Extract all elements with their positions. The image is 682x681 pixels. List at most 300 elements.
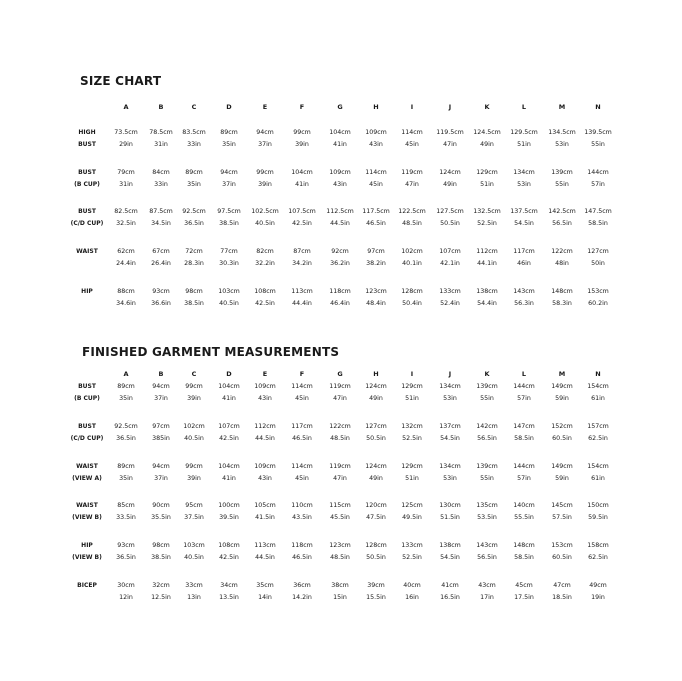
cm-value: 107cm (218, 423, 240, 430)
cm-value: 98cm (152, 542, 170, 549)
in-value: 41in (295, 181, 309, 188)
in-value: 60.2in (588, 300, 608, 307)
row-label: WAIST (76, 248, 98, 255)
in-value: 53in (443, 395, 457, 402)
finished-garment-title: FINISHED GARMENT MEASUREMENTS (82, 345, 340, 359)
in-value: 49in (480, 141, 494, 148)
in-value: 43in (258, 395, 272, 402)
in-value: 37in (258, 141, 272, 148)
cm-value: 149cm (551, 463, 573, 470)
cm-value: 137.5cm (510, 208, 538, 215)
in-value: 54.5in (440, 435, 460, 442)
cm-value: 139cm (551, 169, 573, 176)
size-header: M (558, 103, 566, 111)
cm-value: 77cm (220, 248, 238, 255)
row-label: BUST (78, 423, 96, 430)
cm-value: 102.5cm (251, 208, 279, 215)
cm-value: 117cm (513, 248, 535, 255)
size-header: N (595, 103, 601, 111)
cm-value: 112cm (476, 248, 498, 255)
cm-value: 83.5cm (182, 129, 206, 136)
in-value: 32.5in (116, 220, 136, 227)
cm-value: 153cm (551, 542, 573, 549)
in-value: 45.5in (330, 514, 350, 521)
cm-value: 89cm (185, 169, 203, 176)
in-value: 44.5in (255, 554, 275, 561)
cm-value: 119cm (401, 169, 423, 176)
cm-value: 104cm (291, 169, 313, 176)
size-header: L (521, 370, 527, 378)
cm-value: 144cm (513, 463, 535, 470)
cm-value: 139.5cm (584, 129, 612, 136)
cm-value: 94cm (256, 129, 274, 136)
in-value: 43in (333, 181, 347, 188)
size-header: D (226, 370, 232, 378)
in-value: 17in (480, 594, 494, 601)
in-value: 46.5in (292, 554, 312, 561)
in-value: 59in (555, 395, 569, 402)
cm-value: 148cm (551, 288, 573, 295)
cm-value: 145cm (551, 502, 573, 509)
size-header: B (158, 103, 164, 111)
in-value: 46in (517, 260, 531, 267)
cm-value: 129cm (401, 463, 423, 470)
cm-value: 109cm (254, 463, 276, 470)
size-header: C (191, 370, 197, 378)
in-value: 45in (405, 141, 419, 148)
row-label: WAIST (76, 502, 98, 509)
in-value: 36.5in (116, 435, 136, 442)
in-value: 385in (152, 435, 170, 442)
cm-value: 134cm (439, 463, 461, 470)
cm-value: 150cm (587, 502, 609, 509)
cm-value: 149cm (551, 383, 573, 390)
in-value: 39in (187, 475, 201, 482)
cm-value: 127.5cm (436, 208, 464, 215)
row-label: BICEP (77, 582, 97, 589)
cm-value: 127cm (365, 423, 387, 430)
in-value: 37in (222, 181, 236, 188)
in-value: 16.5in (440, 594, 460, 601)
cm-value: 97.5cm (217, 208, 241, 215)
in-value: 50.5in (440, 220, 460, 227)
size-header: F (299, 103, 305, 111)
in-value: 47in (333, 395, 347, 402)
row-label: BUST (78, 383, 96, 390)
cm-value: 134cm (513, 169, 535, 176)
in-value: 55.5in (514, 514, 534, 521)
in-value: 48.5in (330, 435, 350, 442)
cm-value: 137cm (439, 423, 461, 430)
in-value: 40.5in (219, 300, 239, 307)
in-value: 59.5in (588, 514, 608, 521)
cm-value: 138cm (439, 542, 461, 549)
size-header: D (226, 103, 232, 111)
row-label: HIGH (78, 129, 96, 136)
in-value: 39in (258, 181, 272, 188)
cm-value: 109cm (329, 169, 351, 176)
in-value: 55in (480, 475, 494, 482)
in-value: 14in (258, 594, 272, 601)
in-value: 52.4in (440, 300, 460, 307)
size-header: G (337, 370, 343, 378)
in-value: 38.5in (184, 300, 204, 307)
in-value: 58.3in (552, 300, 572, 307)
in-value: 58.5in (514, 435, 534, 442)
in-value: 35in (222, 141, 236, 148)
in-value: 55in (591, 141, 605, 148)
cm-value: 94cm (220, 169, 238, 176)
cm-value: 105cm (254, 502, 276, 509)
cm-value: 73.5cm (114, 129, 138, 136)
in-value: 50in (591, 260, 605, 267)
cm-value: 124cm (439, 169, 461, 176)
row-label: (VIEW A) (72, 475, 102, 482)
cm-value: 87cm (293, 248, 311, 255)
cm-value: 78.5cm (149, 129, 173, 136)
cm-value: 100cm (218, 502, 240, 509)
in-value: 50.4in (402, 300, 422, 307)
cm-value: 125cm (401, 502, 423, 509)
in-value: 37in (154, 475, 168, 482)
cm-value: 112.5cm (326, 208, 354, 215)
in-value: 24.4in (116, 260, 136, 267)
in-value: 49in (369, 475, 383, 482)
in-value: 35.5in (151, 514, 171, 521)
cm-value: 95cm (185, 502, 203, 509)
in-value: 40.5in (184, 435, 204, 442)
in-value: 35in (119, 475, 133, 482)
in-value: 47in (405, 181, 419, 188)
cm-value: 92.5cm (114, 423, 138, 430)
cm-value: 40cm (403, 582, 421, 589)
size-header: A (123, 103, 129, 111)
in-value: 42.1in (440, 260, 460, 267)
in-value: 15in (333, 594, 347, 601)
cm-value: 102cm (401, 248, 423, 255)
in-value: 35in (187, 181, 201, 188)
cm-value: 119cm (329, 383, 351, 390)
cm-value: 109cm (254, 383, 276, 390)
in-value: 55in (555, 181, 569, 188)
cm-value: 104cm (218, 463, 240, 470)
in-value: 51in (480, 181, 494, 188)
cm-value: 142cm (476, 423, 498, 430)
cm-value: 143cm (476, 542, 498, 549)
cm-value: 138cm (476, 288, 498, 295)
cm-value: 107cm (439, 248, 461, 255)
cm-value: 88cm (117, 288, 135, 295)
in-value: 51in (517, 141, 531, 148)
cm-value: 124.5cm (473, 129, 501, 136)
cm-value: 82.5cm (114, 208, 138, 215)
in-value: 50.5in (366, 554, 386, 561)
cm-value: 124cm (365, 383, 387, 390)
in-value: 16in (405, 594, 419, 601)
row-label: BUST (78, 169, 96, 176)
in-value: 45in (295, 475, 309, 482)
cm-value: 130cm (439, 502, 461, 509)
cm-value: 119.5cm (436, 129, 464, 136)
cm-value: 102cm (183, 423, 205, 430)
in-value: 38.5in (219, 220, 239, 227)
cm-value: 154cm (587, 383, 609, 390)
cm-value: 114cm (365, 169, 387, 176)
in-value: 43.5in (292, 514, 312, 521)
in-value: 46.5in (366, 220, 386, 227)
size-header: I (410, 103, 414, 111)
in-value: 32.2in (255, 260, 275, 267)
in-value: 43in (369, 141, 383, 148)
row-label: (B CUP) (74, 395, 100, 402)
in-value: 47.5in (366, 514, 386, 521)
in-value: 12.5in (151, 594, 171, 601)
size-header: C (191, 103, 197, 111)
cm-value: 144cm (587, 169, 609, 176)
row-label: (VIEW B) (72, 554, 102, 561)
in-value: 45in (295, 395, 309, 402)
in-value: 38.5in (151, 554, 171, 561)
cm-value: 103cm (218, 288, 240, 295)
row-label: (C/D CUP) (70, 220, 104, 227)
cm-value: 120cm (365, 502, 387, 509)
in-value: 62.5in (588, 435, 608, 442)
size-header: A (123, 370, 129, 378)
in-value: 42.5in (219, 435, 239, 442)
cm-value: 134.5cm (548, 129, 576, 136)
cm-value: 99cm (256, 169, 274, 176)
in-value: 36.2in (330, 260, 350, 267)
cm-value: 103cm (183, 542, 205, 549)
in-value: 58.5in (514, 554, 534, 561)
cm-value: 108cm (254, 288, 276, 295)
in-value: 28.3in (184, 260, 204, 267)
in-value: 44.4in (292, 300, 312, 307)
cm-value: 89cm (117, 383, 135, 390)
cm-value: 114cm (291, 383, 313, 390)
cm-value: 133cm (401, 542, 423, 549)
in-value: 44.1in (477, 260, 497, 267)
cm-value: 123cm (329, 542, 351, 549)
cm-value: 93cm (152, 288, 170, 295)
size-header: E (262, 370, 268, 378)
in-value: 18.5in (552, 594, 572, 601)
in-value: 37.5in (184, 514, 204, 521)
in-value: 37in (154, 395, 168, 402)
cm-value: 32cm (152, 582, 170, 589)
row-label: (VIEW B) (72, 514, 102, 521)
cm-value: 134cm (439, 383, 461, 390)
cm-value: 139cm (476, 463, 498, 470)
cm-value: 79cm (117, 169, 135, 176)
cm-value: 115cm (329, 502, 351, 509)
in-value: 34.2in (292, 260, 312, 267)
cm-value: 144cm (513, 383, 535, 390)
in-value: 33in (187, 141, 201, 148)
in-value: 58.5in (588, 220, 608, 227)
in-value: 61in (591, 475, 605, 482)
cm-value: 107.5cm (288, 208, 316, 215)
size-header: H (373, 103, 379, 111)
cm-value: 87.5cm (149, 208, 173, 215)
cm-value: 113cm (254, 542, 276, 549)
cm-value: 99cm (185, 463, 203, 470)
in-value: 42.5in (255, 300, 275, 307)
row-label: HIP (81, 288, 93, 295)
in-value: 39.5in (219, 514, 239, 521)
in-value: 39in (187, 395, 201, 402)
in-value: 53in (555, 141, 569, 148)
cm-value: 129.5cm (510, 129, 538, 136)
in-value: 34.6in (116, 300, 136, 307)
in-value: 46.4in (330, 300, 350, 307)
size-header: K (484, 103, 490, 111)
in-value: 54.4in (477, 300, 497, 307)
in-value: 34.5in (151, 220, 171, 227)
in-value: 36.6in (151, 300, 171, 307)
cm-value: 114cm (291, 463, 313, 470)
in-value: 56.5in (477, 554, 497, 561)
cm-value: 108cm (218, 542, 240, 549)
in-value: 51in (405, 475, 419, 482)
in-value: 15.5in (366, 594, 386, 601)
in-value: 47in (443, 141, 457, 148)
cm-value: 110cm (291, 502, 313, 509)
row-label: BUST (78, 208, 96, 215)
cm-value: 39cm (367, 582, 385, 589)
in-value: 49in (369, 395, 383, 402)
cm-value: 132.5cm (473, 208, 501, 215)
cm-value: 33cm (185, 582, 203, 589)
in-value: 17.5in (514, 594, 534, 601)
size-header: K (484, 370, 490, 378)
in-value: 31in (119, 181, 133, 188)
size-header: L (521, 103, 527, 111)
cm-value: 97cm (367, 248, 385, 255)
cm-value: 45cm (515, 582, 533, 589)
cm-value: 135cm (476, 502, 498, 509)
cm-value: 92cm (331, 248, 349, 255)
cm-value: 41cm (441, 582, 459, 589)
in-value: 41in (222, 475, 236, 482)
cm-value: 147cm (513, 423, 535, 430)
in-value: 36.5in (184, 220, 204, 227)
in-value: 35in (119, 395, 133, 402)
in-value: 19in (591, 594, 605, 601)
in-value: 42.5in (219, 554, 239, 561)
in-value: 48.5in (330, 554, 350, 561)
cm-value: 113cm (291, 288, 313, 295)
in-value: 31in (154, 141, 168, 148)
cm-value: 123cm (365, 288, 387, 295)
in-value: 52.5in (477, 220, 497, 227)
cm-value: 92.5cm (182, 208, 206, 215)
cm-value: 147.5cm (584, 208, 612, 215)
size-chart-title: SIZE CHART (80, 74, 162, 88)
size-header: B (158, 370, 164, 378)
row-label: HIP (81, 542, 93, 549)
cm-value: 112cm (254, 423, 276, 430)
cm-value: 98cm (185, 288, 203, 295)
in-value: 52.5in (402, 435, 422, 442)
cm-value: 117.5cm (362, 208, 390, 215)
cm-value: 104cm (329, 129, 351, 136)
cm-value: 84cm (152, 169, 170, 176)
size-header: J (448, 370, 452, 378)
cm-value: 49cm (589, 582, 607, 589)
in-value: 49.5in (402, 514, 422, 521)
cm-value: 35cm (256, 582, 274, 589)
in-value: 57in (517, 395, 531, 402)
in-value: 38.2in (366, 260, 386, 267)
cm-value: 85cm (117, 502, 135, 509)
in-value: 51.5in (440, 514, 460, 521)
in-value: 57in (591, 181, 605, 188)
row-label: (C/D CUP) (70, 435, 104, 442)
in-value: 12in (119, 594, 133, 601)
in-value: 54.5in (440, 554, 460, 561)
in-value: 52.5in (402, 554, 422, 561)
cm-value: 90cm (152, 502, 170, 509)
in-value: 30.3in (219, 260, 239, 267)
in-value: 42.5in (292, 220, 312, 227)
in-value: 44.5in (330, 220, 350, 227)
row-label: WAIST (76, 463, 98, 470)
in-value: 48.5in (402, 220, 422, 227)
cm-value: 36cm (293, 582, 311, 589)
size-header: N (595, 370, 601, 378)
cm-value: 142.5cm (548, 208, 576, 215)
in-value: 40.5in (255, 220, 275, 227)
in-value: 53in (517, 181, 531, 188)
in-value: 14.2in (292, 594, 312, 601)
in-value: 48.4in (366, 300, 386, 307)
cm-value: 129cm (476, 169, 498, 176)
in-value: 40.1in (402, 260, 422, 267)
in-value: 53.5in (477, 514, 497, 521)
cm-value: 122cm (551, 248, 573, 255)
cm-value: 129cm (401, 383, 423, 390)
in-value: 13in (187, 594, 201, 601)
size-header: J (448, 103, 452, 111)
cm-value: 47cm (553, 582, 571, 589)
cm-value: 89cm (117, 463, 135, 470)
size-header: I (410, 370, 414, 378)
in-value: 33.5in (116, 514, 136, 521)
cm-value: 82cm (256, 248, 274, 255)
cm-value: 89cm (220, 129, 238, 136)
cm-value: 152cm (551, 423, 573, 430)
size-header: H (373, 370, 379, 378)
cm-value: 148cm (513, 542, 535, 549)
in-value: 56.5in (552, 220, 572, 227)
in-value: 62.5in (588, 554, 608, 561)
cm-value: 128cm (401, 288, 423, 295)
in-value: 55in (480, 395, 494, 402)
cm-value: 67cm (152, 248, 170, 255)
cm-value: 122.5cm (398, 208, 426, 215)
cm-value: 99cm (293, 129, 311, 136)
in-value: 56.3in (514, 300, 534, 307)
cm-value: 94cm (152, 383, 170, 390)
in-value: 29in (119, 141, 133, 148)
in-value: 43in (258, 475, 272, 482)
size-header: M (558, 370, 566, 378)
cm-value: 30cm (117, 582, 135, 589)
cm-value: 109cm (365, 129, 387, 136)
cm-value: 118cm (329, 288, 351, 295)
in-value: 48in (555, 260, 569, 267)
